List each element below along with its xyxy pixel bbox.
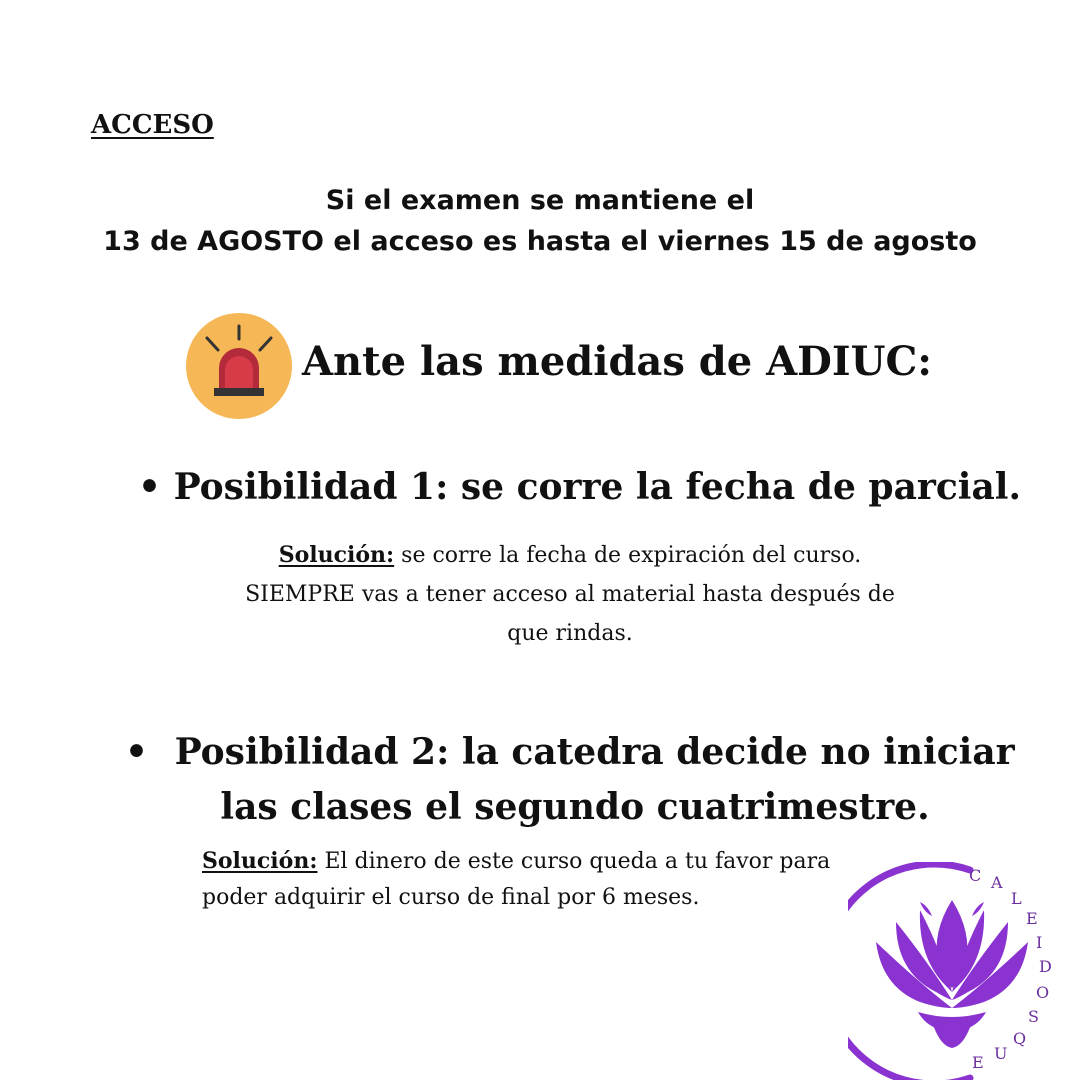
lotus-logo-icon xyxy=(848,862,1080,1080)
svg-text:C: C xyxy=(969,866,982,885)
solucion-1 xyxy=(195,536,945,653)
solucion-1-line-3: que rindas. xyxy=(507,621,633,646)
bullet: • xyxy=(125,731,149,773)
alarm-siren-icon xyxy=(185,312,293,420)
solucion-2-line-2: poder adquirir el curso de final por 6 meses. xyxy=(202,885,700,910)
posibilidad-1-title xyxy=(138,466,1021,508)
svg-text:L: L xyxy=(1011,889,1022,908)
section-heading-acceso: ACCESO xyxy=(91,110,214,140)
solucion-1-line-1 xyxy=(195,536,945,575)
bullet: • xyxy=(138,466,162,508)
svg-text:Q: Q xyxy=(1013,1029,1027,1048)
solucion-1-label: Solución: xyxy=(278,542,395,568)
svg-text:U: U xyxy=(994,1044,1008,1063)
adiuc-title: Ante las medidas de ADIUC: xyxy=(302,338,933,385)
posibilidad-2-text-2: las clases el segundo cuatrimestre. xyxy=(220,786,930,828)
solucion-1-text-1: se corre la fecha de expiración del curso. xyxy=(394,543,862,568)
solucion-2-label: Solución: xyxy=(202,848,318,874)
svg-text:E: E xyxy=(972,1053,984,1072)
exam-info-line-1: Si el examen se mantiene el xyxy=(325,185,755,216)
solucion-2-text-1: El dinero de este curso queda a tu favor para xyxy=(317,849,831,874)
solucion-1-line-2: SIEMPRE vas a tener acceso al material hasta después de xyxy=(245,582,895,607)
svg-text:I: I xyxy=(1036,933,1043,952)
svg-text:O: O xyxy=(1036,983,1050,1002)
svg-text:A: A xyxy=(991,873,1003,892)
posibilidad-1-text: Posibilidad 1: se corre la fecha de parcial. xyxy=(173,466,1021,508)
exam-info-line-2: 13 de AGOSTO el acceso es hasta el viernes 15 de agosto xyxy=(103,226,977,257)
posibilidad-2-text-1: Posibilidad 2: la catedra decide no iniciar xyxy=(174,731,1015,773)
svg-text:E: E xyxy=(1026,909,1038,928)
solucion-2-line-1 xyxy=(202,843,942,880)
svg-text:S: S xyxy=(1028,1007,1039,1026)
posibilidad-2-title xyxy=(125,731,1015,773)
exam-info-text xyxy=(0,180,1080,262)
svg-text:D: D xyxy=(1039,957,1052,976)
solucion-2 xyxy=(202,843,942,916)
